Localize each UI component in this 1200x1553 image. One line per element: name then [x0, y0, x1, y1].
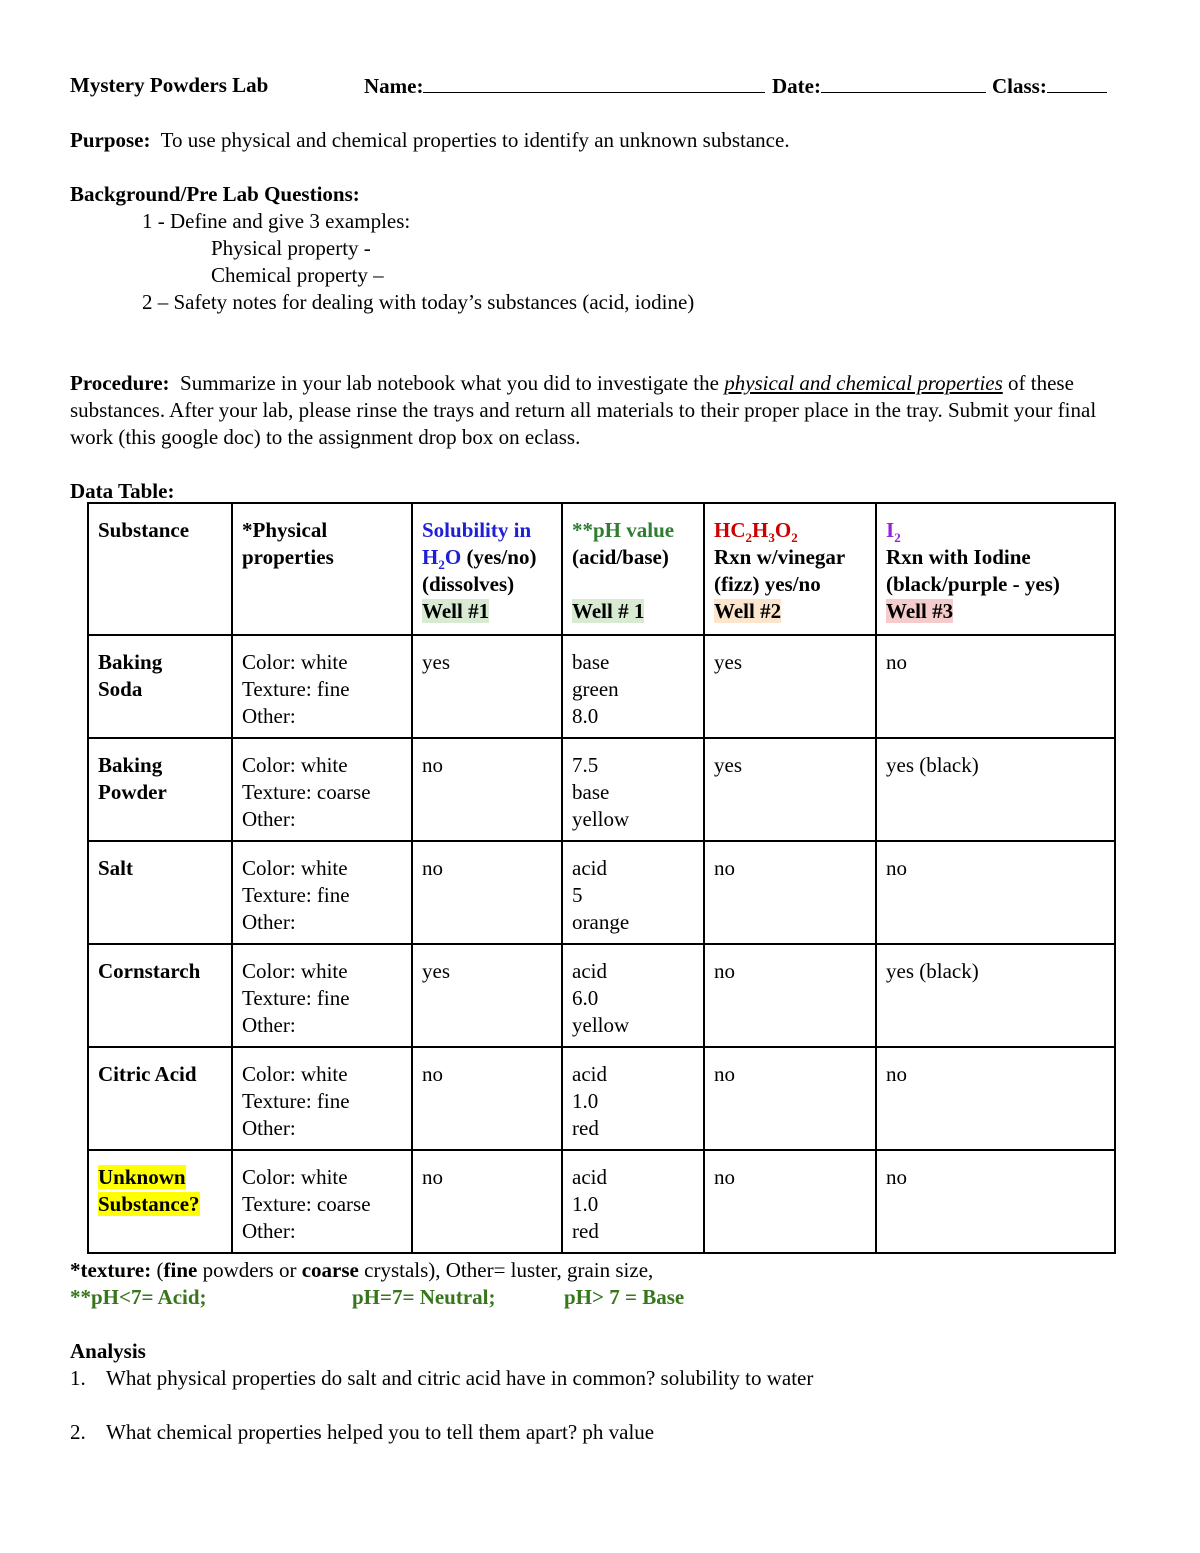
ph-acid-note: **pH<7= Acid;: [70, 1285, 207, 1309]
analysis-number: 1.: [70, 1366, 86, 1390]
solubility-value: no: [422, 1062, 443, 1086]
iodine-value: no: [886, 650, 907, 674]
table-row: [88, 944, 1115, 1047]
physical-cell[interactable]: [232, 944, 412, 1047]
iodine-value: no: [886, 1062, 907, 1086]
header-ph-line2: (acid/base): [572, 545, 669, 569]
ph-footnote: [70, 1284, 1130, 1311]
footnote-text: crystals), Other= luster, grain size,: [358, 1258, 654, 1282]
well-2-badge: Well #2: [714, 599, 782, 623]
question-1: 1 - Define and give 3 examples:: [142, 209, 411, 233]
other-value: Other:: [242, 910, 296, 934]
header-vinegar-line1: Rxn w/vinegar: [714, 545, 846, 569]
table-row: [88, 1150, 1115, 1253]
texture-footnote-label: *texture:: [70, 1258, 152, 1282]
vinegar-cell[interactable]: [704, 1047, 876, 1150]
formula-i-sub: 2: [894, 530, 901, 546]
footnote-text: (: [151, 1258, 164, 1282]
footnote-text: powders or: [197, 1258, 302, 1282]
header-vinegar: [704, 503, 876, 635]
iodine-value: yes (black): [886, 959, 979, 983]
date-blank[interactable]: [821, 72, 986, 93]
ph-line: 6.0: [572, 986, 599, 1010]
solubility-cell[interactable]: [412, 738, 562, 841]
ph-neutral-note: pH=7= Neutral;: [352, 1285, 496, 1309]
physical-cell[interactable]: [232, 738, 412, 841]
header-vinegar-line2: (fizz) yes/no: [714, 572, 821, 596]
header-physical: [232, 503, 412, 635]
class-field[interactable]: [992, 72, 1107, 100]
iodine-cell[interactable]: [876, 1150, 1115, 1253]
solubility-cell[interactable]: [412, 1150, 562, 1253]
date-label: Date:: [772, 74, 821, 98]
procedure-text-1: Summarize in your lab notebook what you did to investigate the: [180, 371, 719, 395]
header-ph-line1: **pH value: [572, 518, 675, 542]
header-solubility-yesno: (yes/no): [461, 545, 537, 569]
header-solubility-line1: Solubility in: [422, 518, 532, 542]
iodine-cell[interactable]: [876, 738, 1115, 841]
ph-line: red: [572, 1219, 599, 1243]
solubility-cell[interactable]: [412, 944, 562, 1047]
substance-name: Substance?: [98, 1192, 200, 1216]
color-value: Color: white: [242, 856, 348, 880]
background-section: [70, 181, 1115, 316]
iodine-value: no: [886, 1165, 907, 1189]
header-iodine-line2: (black/purple - yes): [886, 572, 1060, 596]
ph-line: yellow: [572, 1013, 630, 1037]
header-iodine: [876, 503, 1115, 635]
ph-line: acid: [572, 856, 607, 880]
data-table: [87, 502, 1116, 1254]
substance-cell: [88, 841, 232, 944]
header-substance: [88, 503, 232, 635]
analysis-text: What chemical properties helped you to tell them apart? ph value: [106, 1420, 655, 1444]
header-solubility: [412, 503, 562, 635]
document-page: [70, 72, 1115, 505]
h2o-sub: 2: [438, 557, 445, 573]
texture-value: Texture: coarse: [242, 780, 371, 804]
substance-name: Soda: [98, 677, 143, 701]
question-2: 2 – Safety notes for dealing with today’s substances (acid, iodine): [142, 290, 695, 314]
footnotes-and-analysis: [70, 1257, 1130, 1446]
formula-sub-2: 2: [745, 530, 752, 546]
substance-cell: [88, 1150, 232, 1253]
h2o-o: O: [444, 545, 462, 569]
header-substance-text: Substance: [98, 518, 190, 542]
ph-line: 1.0: [572, 1089, 599, 1113]
header-line: [70, 72, 1115, 100]
iodine-value: no: [886, 856, 907, 880]
analysis-text: What physical properties do salt and citric acid have in common? solubility to water: [106, 1366, 814, 1390]
substance-cell: [88, 1047, 232, 1150]
ph-line: green: [572, 677, 619, 701]
ph-cell[interactable]: [562, 738, 704, 841]
h2o-h: H: [422, 545, 439, 569]
ph-line: yellow: [572, 807, 630, 831]
table-row: [88, 841, 1115, 944]
ph-line: acid: [572, 1165, 607, 1189]
formula-h: H: [752, 518, 769, 542]
ph-line: orange: [572, 910, 630, 934]
name-blank[interactable]: [423, 72, 765, 93]
ph-base-note: pH> 7 = Base: [564, 1285, 685, 1309]
other-value: Other:: [242, 1013, 296, 1037]
other-value: Other:: [242, 704, 296, 728]
footnote-coarse: coarse: [301, 1258, 359, 1282]
analysis-label: Analysis: [70, 1339, 146, 1363]
solubility-cell[interactable]: [412, 1047, 562, 1150]
well-3-badge: Well #3: [886, 599, 954, 623]
solubility-value: no: [422, 753, 443, 777]
other-value: Other:: [242, 1219, 296, 1243]
formula-sub-2b: 2: [791, 530, 798, 546]
header-iodine-line1: Rxn with Iodine: [886, 545, 1031, 569]
ph-cell[interactable]: [562, 944, 704, 1047]
ph-line: base: [572, 650, 610, 674]
table-row: [88, 635, 1115, 738]
formula-sub-3: 3: [768, 530, 775, 546]
question-1b: Chemical property –: [211, 263, 384, 287]
analysis-list: [70, 1365, 1130, 1446]
purpose-label: Purpose:: [70, 128, 151, 152]
table-header-row: [88, 503, 1115, 635]
data-table-label: Data Table:: [70, 479, 175, 503]
analysis-number: 2.: [70, 1420, 86, 1444]
substance-name: Powder: [98, 780, 167, 804]
procedure-label: Procedure:: [70, 371, 170, 395]
ph-line: acid: [572, 959, 607, 983]
vinegar-value: no: [714, 959, 735, 983]
table-row: [88, 1047, 1115, 1150]
other-value: Other:: [242, 807, 296, 831]
color-value: Color: white: [242, 1165, 348, 1189]
iodine-cell[interactable]: [876, 1047, 1115, 1150]
substance-name: Salt: [98, 856, 134, 880]
color-value: Color: white: [242, 1062, 348, 1086]
physical-cell[interactable]: [232, 841, 412, 944]
substance-cell: [88, 944, 232, 1047]
class-blank[interactable]: [1047, 72, 1107, 93]
vinegar-cell[interactable]: [704, 841, 876, 944]
solubility-cell[interactable]: [412, 841, 562, 944]
table-row: [88, 738, 1115, 841]
formula-i: I: [886, 518, 895, 542]
color-value: Color: white: [242, 959, 348, 983]
ph-cell[interactable]: [562, 635, 704, 738]
ph-cell[interactable]: [562, 1047, 704, 1150]
name-field[interactable]: [364, 72, 765, 100]
ph-cell[interactable]: [562, 841, 704, 944]
color-value: Color: white: [242, 650, 348, 674]
physical-cell[interactable]: [232, 1047, 412, 1150]
ph-line: 7.5: [572, 753, 599, 777]
texture-value: Texture: fine: [242, 1089, 350, 1113]
substance-cell: [88, 635, 232, 738]
date-field[interactable]: [772, 72, 986, 100]
properties-link[interactable]: physical and chemical properties: [724, 371, 1003, 395]
texture-value: Texture: fine: [242, 677, 350, 701]
ph-line: 8.0: [572, 704, 599, 728]
footnote-fine: fine: [163, 1258, 198, 1282]
purpose-text: To use physical and chemical properties to identify an unknown substance.: [160, 128, 790, 152]
analysis-item: [70, 1365, 1130, 1392]
purpose-section: [70, 127, 1115, 154]
solubility-value: yes: [422, 650, 450, 674]
ph-cell[interactable]: [562, 1150, 704, 1253]
vinegar-cell[interactable]: [704, 738, 876, 841]
header-solubility-line3: (dissolves): [422, 572, 515, 596]
header-ph: [562, 503, 704, 635]
vinegar-value: yes: [714, 753, 742, 777]
ph-line: 1.0: [572, 1192, 599, 1216]
well-1-badge: Well #1: [422, 599, 490, 623]
texture-value: Texture: fine: [242, 883, 350, 907]
procedure-text-2: of these substances. After your lab, please rinse the trays and return all materials to their proper place in the tray. Submit your final work (this google doc) to the assignment drop box on eclass.: [70, 371, 1097, 449]
solubility-cell[interactable]: [412, 635, 562, 738]
texture-footnote: [70, 1257, 1130, 1284]
class-label: Class:: [992, 74, 1047, 98]
substance-cell: [88, 738, 232, 841]
vinegar-formula: [714, 517, 867, 544]
other-value: Other:: [242, 1116, 296, 1140]
physical-cell[interactable]: [232, 635, 412, 738]
color-value: Color: white: [242, 753, 348, 777]
ph-line: base: [572, 780, 610, 804]
formula-o: O: [774, 518, 792, 542]
substance-name: Baking: [98, 650, 163, 674]
header-physical-line1: *Physical: [242, 518, 328, 542]
substance-name: Baking: [98, 753, 163, 777]
iodine-cell[interactable]: [876, 635, 1115, 738]
vinegar-value: yes: [714, 650, 742, 674]
formula-hc: HC: [714, 518, 746, 542]
iodine-value: yes (black): [886, 753, 979, 777]
vinegar-cell[interactable]: [704, 1150, 876, 1253]
substance-name: Cornstarch: [98, 959, 201, 983]
vinegar-cell[interactable]: [704, 635, 876, 738]
substance-name: Unknown: [98, 1165, 186, 1189]
procedure-section: [70, 370, 1115, 451]
ph-line: acid: [572, 1062, 607, 1086]
well-1-ph-badge: Well # 1: [572, 599, 645, 623]
substance-name: Citric Acid: [98, 1062, 197, 1086]
ph-line: red: [572, 1116, 599, 1140]
question-1a: Physical property -: [211, 236, 371, 260]
vinegar-value: no: [714, 856, 735, 880]
analysis-item: [70, 1419, 1130, 1446]
vinegar-value: no: [714, 1062, 735, 1086]
solubility-value: yes: [422, 959, 450, 983]
solubility-value: no: [422, 856, 443, 880]
iodine-formula: [886, 517, 1106, 544]
solubility-value: no: [422, 1165, 443, 1189]
name-label: Name:: [364, 74, 424, 98]
document-title: Mystery Powders Lab: [70, 73, 269, 97]
texture-value: Texture: coarse: [242, 1192, 371, 1216]
physical-cell[interactable]: [232, 1150, 412, 1253]
iodine-cell[interactable]: [876, 841, 1115, 944]
iodine-cell[interactable]: [876, 944, 1115, 1047]
ph-line: 5: [572, 883, 583, 907]
background-label: Background/Pre Lab Questions:: [70, 182, 360, 206]
header-physical-line2: properties: [242, 545, 334, 569]
vinegar-cell[interactable]: [704, 944, 876, 1047]
vinegar-value: no: [714, 1165, 735, 1189]
texture-value: Texture: fine: [242, 986, 350, 1010]
header-solubility-line2: [422, 544, 553, 571]
